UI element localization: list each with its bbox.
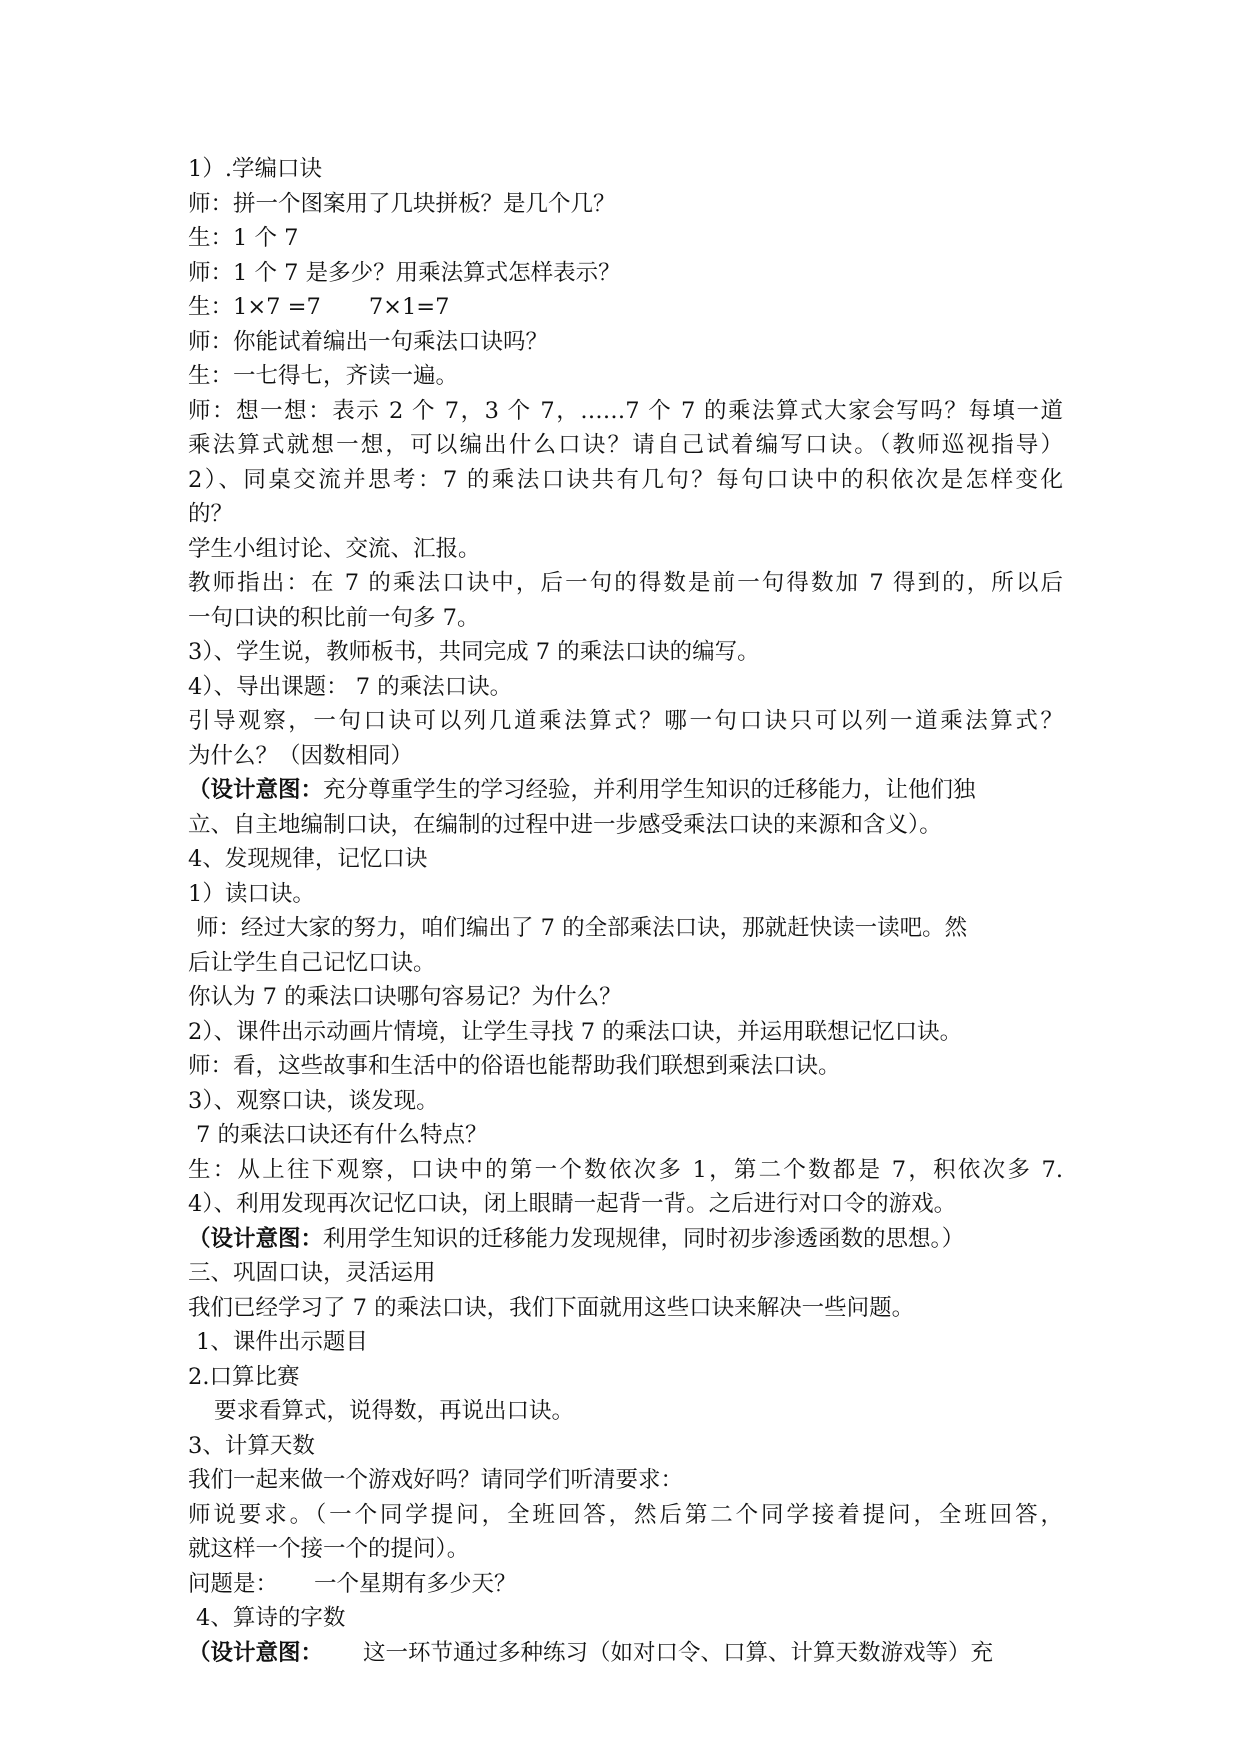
design-intent-text: 利用学生知识的迁移能力发现规律，同时初步渗透函数的思想。） xyxy=(323,1225,965,1252)
paragraph-line: 乘法算式就想一想，可以编出什么口诀？请自己试着编写口诀。（教师巡视指导） xyxy=(188,432,1063,458)
paragraph-line: 立、自主地编制口诀，在编制的过程中进一步感受乘法口诀的来源和含义）。 xyxy=(188,811,942,838)
paragraph-line: 4）、导出课题： 7 的乘法口诀。 xyxy=(188,673,513,700)
paragraph-line: 7 的乘法口诀还有什么特点？ xyxy=(196,1122,488,1148)
design-intent-text: 充分尊重学生的学习经验，并利用学生知识的迁移能力，让他们独 xyxy=(323,777,976,803)
sub-heading: 4、算诗的字数 xyxy=(196,1605,346,1631)
sub-heading: 2.口算比赛 xyxy=(188,1363,300,1390)
sub-heading: 1）读口诀。 xyxy=(188,880,315,907)
teacher-line: 师：经过大家的努力，咱们编出了 7 的全部乘法口诀，那就赶快读一读吧。然 xyxy=(196,915,968,941)
paragraph-line: 的？ xyxy=(188,501,234,527)
design-intent-text: 这一环节通过多种练习（如对口令、口算、计算天数游戏等）充 xyxy=(363,1639,994,1666)
paragraph-line: 后让学生自己记忆口诀。 xyxy=(188,949,436,976)
design-intent-label: （设计意图： xyxy=(188,1639,324,1666)
paragraph-line: 一句口诀的积比前一句多 7。 xyxy=(188,604,480,631)
paragraph-line: 我们已经学习了 7 的乘法口诀，我们下面就用这些口诀来解决一些问题。 xyxy=(188,1294,915,1321)
paragraph-line: 3）、学生说，教师板书，共同完成 7 的乘法口诀的编写。 xyxy=(188,639,760,665)
paragraph-line: 4）、利用发现再次记忆口诀，闭上眼睛一起背一背。之后进行对口令的游戏。 xyxy=(188,1191,957,1217)
section-heading: 三、巩固口诀，灵活运用 xyxy=(188,1260,436,1286)
paragraph-line: 3）、观察口诀，谈发现。 xyxy=(188,1087,439,1114)
question-text: 一个星期有多少天？ xyxy=(314,1570,517,1597)
paragraph-line: 要求看算式，说得数，再说出口诀。 xyxy=(214,1398,575,1424)
teacher-line: 师：看，这些故事和生活中的俗语也能帮助我们联想到乘法口诀。 xyxy=(188,1053,841,1079)
student-line: 生：从上往下观察，口诀中的第一个数依次多 1，第二个数都是 7，积依次多 7. xyxy=(188,1156,1063,1183)
design-intent-line xyxy=(188,773,1063,808)
paragraph-line: 2）、课件出示动画片情境，让学生寻找 7 的乘法口诀，并运用联想记忆口诀。 xyxy=(188,1018,963,1045)
question-line xyxy=(188,1567,1063,1602)
sub-heading: 3、计算天数 xyxy=(188,1432,315,1459)
paragraph-line: 你认为 7 的乘法口诀哪句容易记？为什么？ xyxy=(188,984,622,1010)
paragraph-line: 2）、同桌交流并思考：7 的乘法口诀共有几句？每句口诀中的积依次是怎样变化 xyxy=(188,466,1063,493)
design-intent-line xyxy=(188,1636,1063,1671)
paragraph-line: 引导观察，一句口诀可以列几道乘法算式？哪一句口诀只可以列一道乘法算式？ xyxy=(188,708,1063,734)
teacher-line: 师：拼一个图案用了几块拼板？是几个几？ xyxy=(188,190,616,217)
paragraph-line: 教师指出：在 7 的乘法口诀中，后一句的得数是前一句得数加 7 得到的，所以后 xyxy=(188,570,1063,596)
paragraph-line: 师说要求。（一个同学提问，全班回答，然后第二个同学接着提问，全班回答， xyxy=(188,1501,1063,1528)
teacher-line: 师：想一想：表示 2 个 7，3 个 7，……7 个 7 的乘法算式大家会写吗？每填一道 xyxy=(188,397,1063,424)
paragraph-line: 我们一起来做一个游戏好吗？请同学们听清要求： xyxy=(188,1467,684,1493)
paragraph-line: 就这样一个接一个的提问）。 xyxy=(188,1536,470,1562)
design-intent-label: （设计意图： xyxy=(188,777,324,803)
paragraph-line: 学生小组讨论、交流、汇报。 xyxy=(188,535,481,562)
equation: 生：1×7 =7 xyxy=(188,294,321,320)
lesson-plan-text xyxy=(188,152,1063,1670)
student-line: 生：1 个 7 xyxy=(188,225,299,251)
design-intent-line xyxy=(188,1222,1063,1257)
equation: 7×1=7 xyxy=(368,294,450,320)
section-heading: 4、发现规律，记忆口诀 xyxy=(188,846,428,872)
student-line xyxy=(188,290,1063,325)
student-line: 生：一七得七，齐读一遍。 xyxy=(188,363,459,389)
section-heading: 1）.学编口诀 xyxy=(188,156,322,182)
design-intent-label: （设计意图： xyxy=(188,1225,324,1252)
teacher-line: 师：1 个 7 是多少？用乘法算式怎样表示？ xyxy=(188,259,621,286)
paragraph-line: 为什么？（因数相同） xyxy=(188,742,414,769)
question-label: 问题是： xyxy=(188,1570,279,1597)
teacher-line: 师：你能试着编出一句乘法口诀吗？ xyxy=(188,328,549,355)
sub-heading: 1、课件出示题目 xyxy=(196,1329,368,1355)
